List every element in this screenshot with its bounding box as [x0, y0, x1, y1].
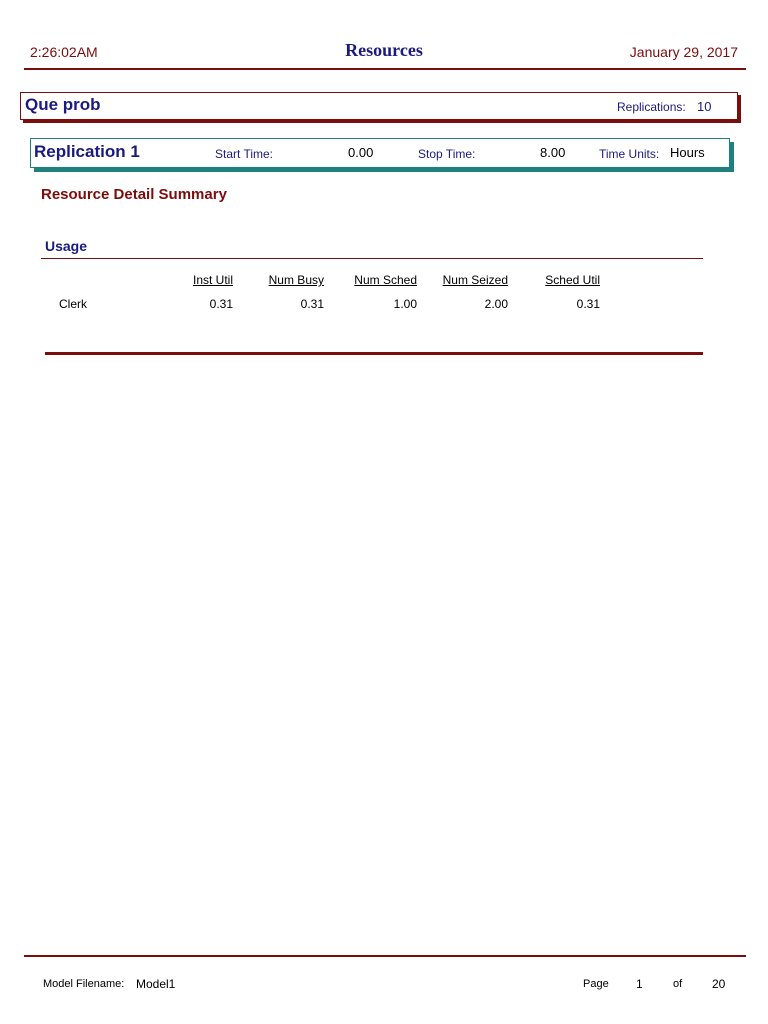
column-header-num-sched: Num Sched	[354, 273, 417, 287]
time-units-value: Hours	[670, 145, 705, 160]
cell-num-busy: 0.31	[300, 297, 324, 311]
replications-label: Replications:	[617, 100, 686, 114]
usage-rule	[41, 258, 703, 259]
cell-num-sched: 1.00	[393, 297, 417, 311]
page-total: 20	[712, 977, 726, 991]
model-name: Que prob	[25, 95, 101, 114]
time-units-label: Time Units:	[599, 147, 660, 161]
cell-sched-util: 0.31	[576, 297, 600, 311]
report-time: 2:26:02AM	[30, 44, 98, 60]
page-title: Resources	[345, 40, 423, 60]
cell-num-seized: 2.00	[484, 297, 508, 311]
column-header-sched-util: Sched Util	[545, 273, 600, 287]
column-header-inst-util: Inst Util	[192, 273, 233, 287]
column-header-num-seized: Num Seized	[442, 273, 508, 287]
section-title: Resource Detail Summary	[41, 186, 227, 203]
footer-rule	[24, 955, 746, 957]
model-filename-label: Model Filename:	[43, 978, 125, 990]
column-header-num-busy: Num Busy	[268, 273, 324, 287]
stop-time-label: Stop Time:	[418, 147, 476, 161]
page-number: 1	[636, 977, 643, 991]
replication-box	[30, 138, 730, 168]
replication-title: Replication 1	[34, 142, 140, 161]
stop-time-value: 8.00	[540, 145, 566, 160]
section-end-rule	[45, 352, 703, 355]
replications-value: 10	[697, 99, 712, 114]
cell-inst-util: 0.31	[209, 297, 233, 311]
of-label: of	[673, 978, 683, 990]
start-time-value: 0.00	[348, 145, 374, 160]
usage-title: Usage	[45, 238, 88, 254]
page-label: Page	[583, 978, 609, 990]
header-rule	[24, 68, 746, 70]
model-filename-value: Model1	[136, 977, 176, 991]
report-date: January 29, 2017	[629, 44, 738, 60]
model-box	[20, 92, 738, 120]
row-label: Clerk	[59, 297, 88, 311]
start-time-label: Start Time:	[215, 147, 274, 161]
